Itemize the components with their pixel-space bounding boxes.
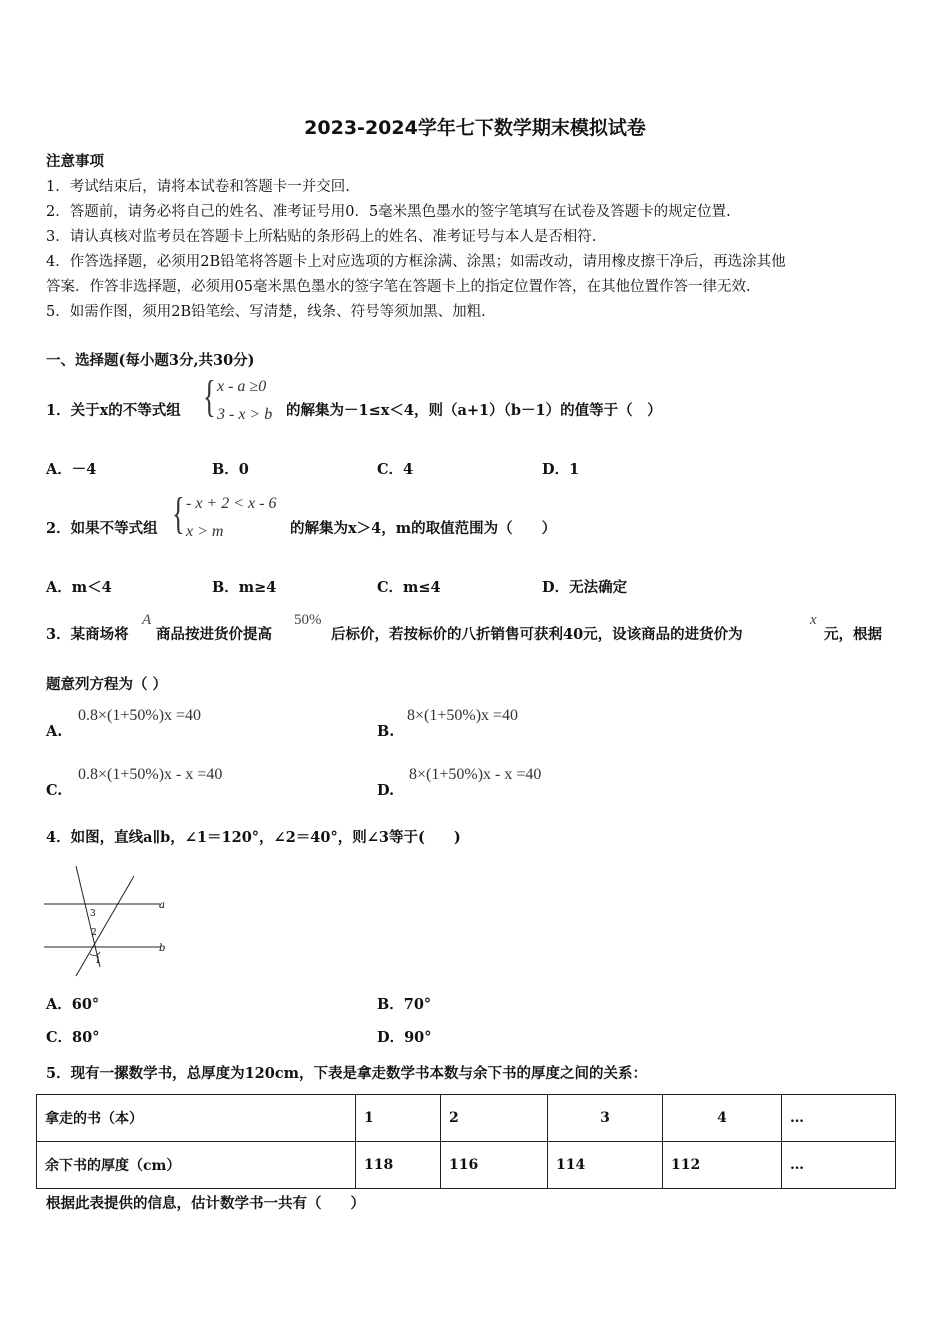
books-table [36, 1094, 896, 1189]
q2-inequality-1: - x + 2 < x - 6 [186, 495, 277, 512]
table-cell: 4 [663, 1095, 782, 1142]
q2-prefix: 2．如果不等式组 [46, 520, 158, 537]
label-angle-3: 3 [90, 909, 96, 919]
q2-option-b[interactable]: B．m≥4 [212, 579, 277, 596]
q3-line2: 题意列方程为（ ） [46, 676, 168, 693]
q3-percent: 50% [294, 612, 322, 628]
q3-option-d-expr[interactable]: 8×(1+50%)x - x =40 [409, 766, 542, 783]
table-cell: 2 [441, 1095, 548, 1142]
q4-option-a[interactable]: A．60° [46, 996, 100, 1013]
q3-var-a: A [142, 612, 152, 628]
label-b: b [159, 943, 166, 954]
q1-option-b[interactable]: B．0 [212, 461, 249, 478]
label-angle-2: 2 [91, 928, 97, 938]
table-cell: 3 [548, 1095, 663, 1142]
table-cell: 拿走的书（本） [37, 1095, 356, 1142]
q2-suffix: 的解集为x＞4，m的取值范围为（ ） [290, 520, 557, 537]
q1-suffix: 的解集为－1≤x＜4，则（a+1）（b－1）的值等于（ ） [286, 402, 662, 419]
notice-item: 5．如需作图，须用2B铅笔绘、写清楚，线条、符号等须加黑、加粗. [46, 304, 486, 320]
q2-option-d[interactable]: D．无法确定 [542, 579, 628, 596]
q3-suffix: 元，根据 [824, 626, 882, 643]
table-cell: 112 [663, 1142, 782, 1189]
q4-option-d[interactable]: D．90° [377, 1029, 432, 1046]
q4-option-b[interactable]: B．70° [377, 996, 432, 1013]
q3-option-a-label[interactable]: A. [46, 723, 63, 740]
q1-option-d[interactable]: D．1 [542, 461, 580, 478]
q3-option-b-label[interactable]: B. [377, 723, 395, 740]
q1-brace: { [203, 372, 216, 421]
q3-var-x: x [810, 612, 817, 628]
table-row [37, 1095, 896, 1142]
table-cell: … [782, 1095, 896, 1142]
q3-prefix: 3．某商场将 [46, 626, 129, 643]
q1-inequality-1: x - a ≥0 [217, 378, 267, 395]
q1-option-c[interactable]: C．4 [377, 461, 414, 478]
q3-option-a-expr[interactable]: 0.8×(1+50%)x =40 [78, 707, 202, 724]
q1-option-a[interactable]: A．－4 [46, 461, 97, 478]
table-cell: 114 [548, 1142, 663, 1189]
notice-item: 2．答题前，请务必将自己的姓名、准考证号用0．5毫米黑色墨水的签字笔填写在试卷及答题卡的规定位置. [46, 204, 731, 220]
q5-after: 根据此表提供的信息，估计数学书一共有（ ） [46, 1195, 365, 1212]
q5-stem: 5．现有一摞数学书，总厚度为120cm，下表是拿走数学书本数与余下书的厚度之间的关系： [46, 1065, 648, 1082]
q3-option-d-label[interactable]: D. [377, 782, 395, 799]
q4-option-c[interactable]: C．80° [46, 1029, 100, 1046]
notice-item: 1．考试结束后，请将本试卷和答题卡一并交回. [46, 179, 350, 195]
table-cell: 116 [441, 1142, 548, 1189]
q2-inequality-2: x > m [186, 523, 224, 540]
transversal-2 [76, 876, 134, 976]
q2-option-a[interactable]: A．m＜4 [46, 579, 112, 596]
q4-stem: 4．如图，直线a∥b，∠1＝120°，∠2＝40°，则∠3等于( ) [46, 829, 461, 846]
q3-mid1: 商品按进货价提高 [156, 626, 272, 643]
transversal-1 [76, 866, 100, 967]
parallel-lines-figure [40, 862, 180, 982]
label-angle-1: 1 [95, 956, 101, 966]
q3-option-b-expr[interactable]: 8×(1+50%)x =40 [407, 707, 519, 724]
table-cell: 1 [356, 1095, 441, 1142]
notice-item: 答案．作答非选择题，必须用05毫米黑色墨水的签字笔在答题卡上的指定位置作答，在其他位置作答一律无效. [46, 279, 751, 295]
q1-prefix: 1．关于x的不等式组 [46, 402, 181, 419]
table-cell: … [782, 1142, 896, 1189]
table-row [37, 1142, 896, 1189]
q2-option-c[interactable]: C．m≤4 [377, 579, 441, 596]
q1-inequality-2: 3 - x > b [217, 406, 273, 423]
q3-mid2: 后标价，若按标价的八折销售可获利40元，设该商品的进货价为 [331, 626, 743, 643]
notice-item: 4．作答选择题，必须用2B铅笔将答题卡上对应选项的方框涂满、涂黑；如需改动，请用橡皮擦干净后，再选涂其他 [46, 254, 786, 270]
q3-option-c-expr[interactable]: 0.8×(1+50%)x - x =40 [78, 766, 223, 783]
table-cell: 118 [356, 1142, 441, 1189]
table-cell: 余下书的厚度（cm） [37, 1142, 356, 1189]
section-heading: 一、选择题(每小题3分,共30分) [46, 352, 255, 369]
notice-heading: 注意事项 [46, 153, 104, 170]
label-a: a [159, 900, 165, 911]
q2-brace: { [172, 489, 185, 538]
notice-item: 3．请认真核对监考员在答题卡上所粘贴的条形码上的姓名、准考证号与本人是否相符. [46, 229, 597, 245]
page-title: 2023-2024学年七下数学期末模拟试卷 [304, 117, 646, 139]
q3-option-c-label[interactable]: C. [46, 782, 63, 799]
